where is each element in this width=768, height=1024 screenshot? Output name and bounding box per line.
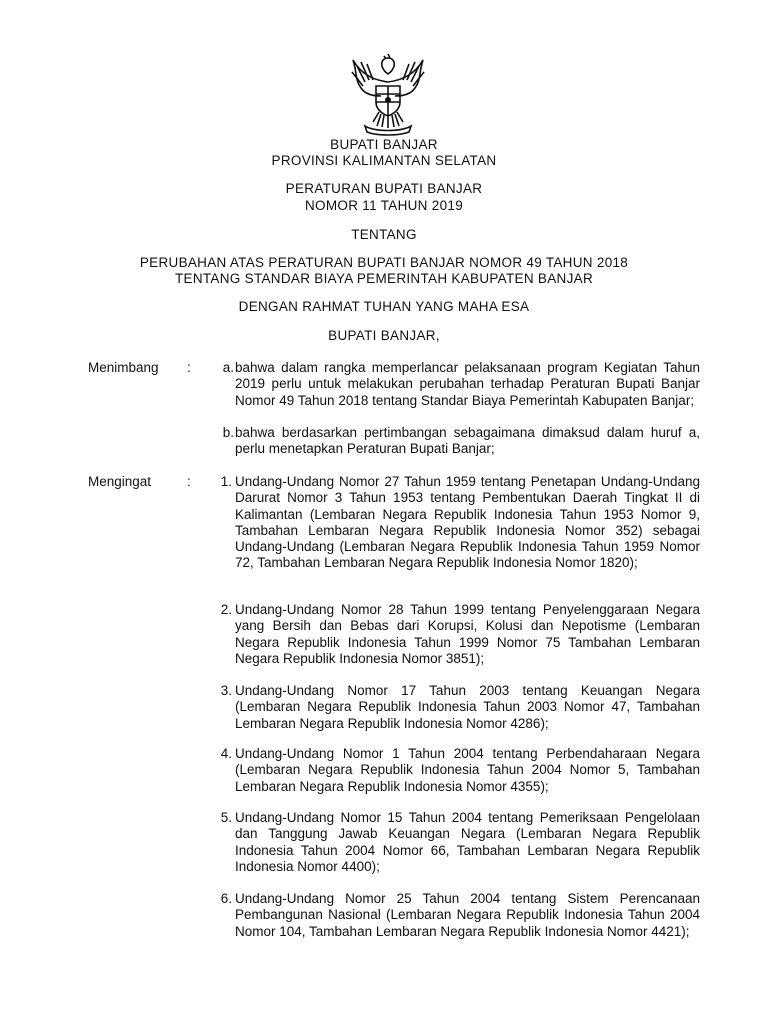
menimbang-item (210, 360, 700, 409)
item-marker: b. (222, 425, 234, 440)
regulation-number: NOMOR 11 TAHUN 2019 (305, 198, 463, 213)
grace-statement: DENGAN RAHMAT TUHAN YANG MAHA ESA (238, 299, 530, 314)
item-marker: 2. (220, 602, 232, 617)
menimbang-label: Menimbang (88, 360, 159, 375)
item-text: Undang-Undang Nomor 25 Tahun 2004 tentang Sistem Perencanaan Pembangunan Nasional (Lembaran Negara Republik Indonesia Tahun 2004 Nomor 104, Tambahan Lembaran Negara Republik Indonesia Nomor 4421); (235, 891, 700, 939)
item-marker: a. (222, 360, 234, 375)
item-text: Undang-Undang Nomor 17 Tahun 2003 tentang Keuangan Negara (Lembaran Negara Republik Indonesia Tahun 2003 Nomor 47, Tambahan Lembaran Negara Republik Indonesia Nomor 4286); (235, 683, 700, 731)
item-marker: 6. (220, 891, 232, 906)
regent-title: BUPATI BANJAR (330, 137, 438, 152)
mengingat-item (210, 891, 700, 940)
mengingat-item (210, 810, 700, 875)
subject-line-2: TENTANG STANDAR BIAYA PEMERINTAH KABUPATEN BANJAR (174, 271, 593, 286)
item-marker: 4. (220, 746, 232, 761)
item-text: Undang-Undang Nomor 15 Tahun 2004 tentang Pemeriksaan Pengelolaan dan Tanggung Jawab Keuangan Negara (Lembaran Negara Republik Indonesia Tahun 2004 Nomor 66, Tambahan Lembaran Negara Republik Indonesia Nomor 4400); (235, 810, 700, 874)
menimbang-colon: : (187, 360, 191, 375)
mengingat-item (210, 746, 700, 795)
garuda-emblem-icon (343, 52, 433, 136)
province-title: PROVINSI KALIMANTAN SELATAN (271, 153, 497, 168)
mengingat-item (210, 474, 700, 572)
item-text: bahwa dalam rangka memperlancar pelaksanaan program Kegiatan Tahun 2019 perlu untuk melakukan perubahan terhadap Peraturan Bupati Banjar Nomor 49 Tahun 2018 tentang Standar Biaya Pemerintah Kabupaten Banjar; (235, 360, 700, 408)
item-marker: 1. (220, 474, 232, 489)
mengingat-label: Mengingat (88, 474, 152, 489)
item-text: bahwa berdasarkan pertimbangan sebagaimana dimaksud dalam huruf a, perlu menetapkan Peraturan Bupati Banjar; (235, 425, 700, 457)
item-text: Undang-Undang Nomor 1 Tahun 2004 tentang Perbendaharaan Negara (Lembaran Negara Republik Indonesia Tahun 2004 Nomor 5, Tambahan Lembaran Negara Republik Indonesia Nomor 4355); (235, 746, 700, 794)
mengingat-item (210, 683, 700, 732)
subject-line-1: PERUBAHAN ATAS PERATURAN BUPATI BANJAR NOMOR 49 TAHUN 2018 (139, 255, 629, 270)
authority-line: BUPATI BANJAR, (328, 328, 440, 343)
mengingat-colon: : (187, 474, 191, 489)
regulation-title: PERATURAN BUPATI BANJAR (285, 181, 483, 196)
item-text: Undang-Undang Nomor 28 Tahun 1999 tentang Penyelenggaraan Negara yang Bersih dan Bebas dari Korupsi, Kolusi dan Nepotisme (Lembaran Negara Republik Indonesia Tahun 1999 Nomor 75 Tambahan Lembaran Negara Republik Indonesia Nomor 3851); (235, 602, 700, 666)
item-marker: 3. (220, 683, 232, 698)
mengingat-item (210, 602, 700, 667)
item-marker: 5. (220, 810, 232, 825)
tentang-heading: TENTANG (351, 227, 417, 242)
item-text: Undang-Undang Nomor 27 Tahun 1959 tentang Penetapan Undang-Undang Darurat Nomor 3 Tahun 1953 tentang Pembentukan Daerah Tingkat II di Kalimantan (Lembaran Negara Republik Indonesia Tahun 1953 Nomor 9, Tambahan Lembaran Negara Republik Indonesia Nomor 352) sebagai Undang-Undang (Lembaran Negara Republik Indonesia Tahun 1959 Nomor 72, Tambahan Lembaran Negara Republik Indonesia Nomor 1820); (235, 474, 700, 571)
menimbang-item (210, 425, 700, 458)
